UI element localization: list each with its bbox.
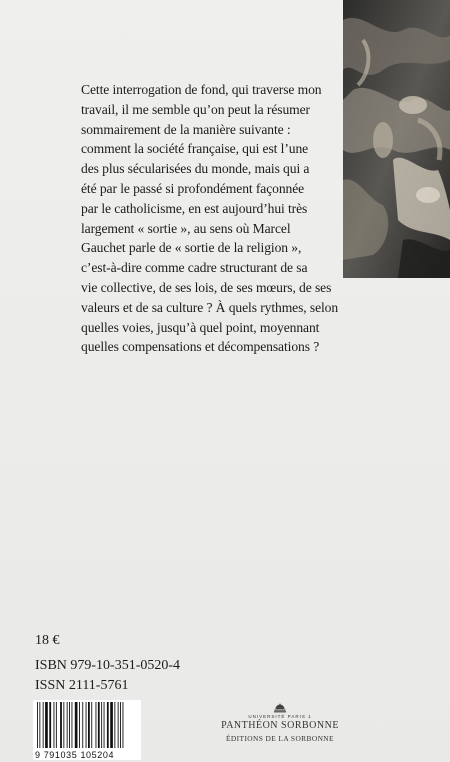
isbn: ISBN 979-10-351-0520-4 — [35, 658, 181, 673]
barcode — [33, 700, 141, 760]
blurb-line: comment la société française, qui est l’une — [81, 141, 309, 157]
blurb-line: Gauchet parle de « sortie de la religion », — [81, 240, 302, 256]
issn: ISSN 2111-5761 — [35, 678, 129, 693]
blurb-line: c’est-à-dire comme cadre structurant de sa — [81, 260, 308, 276]
price: 18 € — [35, 633, 60, 648]
back-cover-blurb — [81, 80, 343, 357]
blurb-line: par le catholicisme, en est aujourd’hui très — [81, 200, 308, 216]
blurb-line: quelles voies, jusqu’à quel point, moyennant — [81, 319, 320, 335]
blurb-line: travail, il me semble qu’on peut la résumer — [81, 101, 310, 117]
publisher-university: UNIVERSITÉ PARIS 1 — [248, 714, 312, 719]
publisher-logo-block — [220, 703, 340, 743]
blurb-line: vie collective, de ses lois, de ses mœurs, de ses — [81, 279, 332, 295]
publisher-name: PANTHÉON SORBONNE — [221, 720, 339, 731]
blurb-line: Cette interrogation de fond, qui traverse mon — [81, 82, 322, 97]
publisher-imprint: ÉDITIONS DE LA SORBONNE — [226, 734, 334, 743]
pantheon-dome-icon — [273, 703, 287, 713]
blurb-line: valeurs et de sa culture ? À quels rythmes, selon — [81, 299, 339, 315]
blurb-line: sommairement de la manière suivante : — [81, 121, 291, 137]
blurb-line: été par le passé si profondément façonnée — [81, 180, 305, 196]
cover-painting-detail — [343, 0, 450, 278]
barcode-digits: 9 791035 105204 — [35, 750, 141, 760]
blurb-line: des plus sécularisées du monde, mais qui a — [81, 161, 310, 177]
blurb-line: quelles compensations et décompensations ? — [81, 339, 320, 355]
barcode-bars — [33, 700, 141, 750]
blurb-line: largement « sortie », au sens où Marcel — [81, 220, 291, 236]
